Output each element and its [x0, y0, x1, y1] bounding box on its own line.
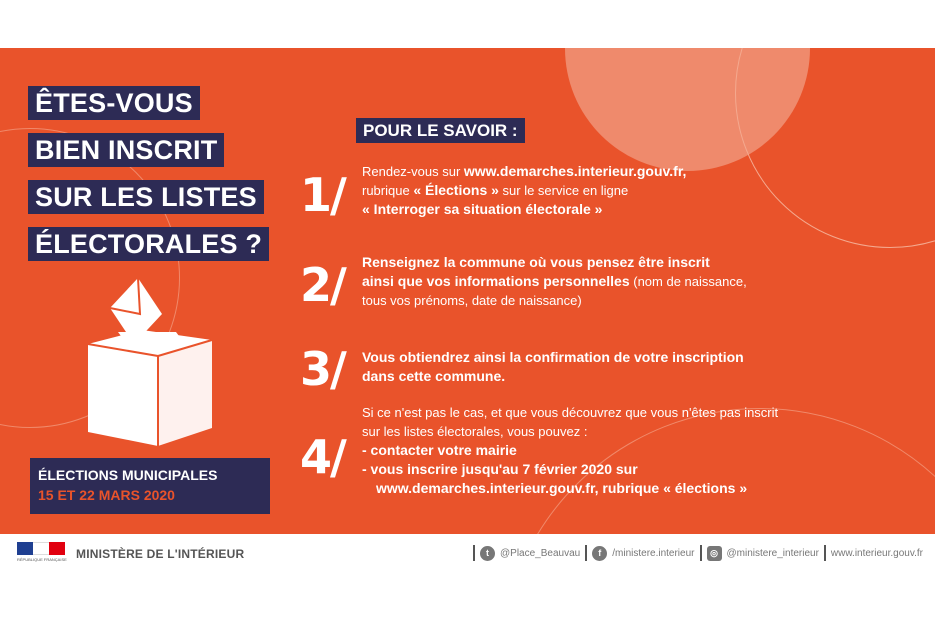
ministere-label: MINISTÈRE DE L'INTÉRIEUR — [76, 547, 245, 561]
website-link[interactable]: www.interieur.gouv.fr — [830, 547, 923, 559]
elections-box — [30, 458, 270, 514]
decorative-ring — [735, 48, 935, 248]
step-1-line2-bold: « Élections » — [413, 182, 499, 198]
step-number-1: 1/ — [300, 168, 345, 222]
step-4-text — [362, 403, 778, 498]
step-3-line2: dans cette commune. — [362, 368, 506, 384]
step-number-3: 3/ — [300, 342, 345, 396]
title-line-4: ÉLECTORALES ? — [28, 227, 269, 261]
step-3-text — [362, 348, 744, 386]
instagram-handle[interactable]: @ministere_interieur — [726, 547, 819, 559]
republique-francaise-text: RÉPUBLIQUE FRANÇAISE — [17, 557, 67, 562]
step-4-line1: Si ce n'est pas le cas, et que vous découvrez que vous n'êtes pas inscrit — [362, 405, 779, 420]
step-2-line2-post: (nom de naissance, — [629, 274, 747, 289]
title-line-1: ÊTES-VOUS — [28, 86, 200, 120]
step-2-line2-bold: ainsi que vos informations personnelles — [362, 273, 630, 289]
step-number-4: 4/ — [300, 430, 345, 484]
facebook-handle[interactable]: /ministere.interieur — [612, 547, 695, 559]
footer — [0, 534, 935, 574]
step-3-line1: Vous obtiendrez ainsi la confirmation de votre inscription — [362, 349, 744, 365]
facebook-icon[interactable]: f — [592, 546, 607, 561]
french-flag-icon — [17, 542, 65, 555]
step-1-line1-pre: Rendez-vous sur — [362, 164, 464, 179]
step-1-link: www.demarches.interieur.gouv.fr, — [463, 163, 687, 179]
step-4-line5: www.demarches.interieur.gouv.fr, rubrique « élections » — [376, 480, 748, 496]
elections-date: 15 ET 22 MARS 2020 — [38, 487, 175, 503]
separator — [700, 545, 702, 561]
twitter-icon[interactable]: t — [480, 546, 495, 561]
elections-title: ÉLECTIONS MUNICIPALES — [38, 467, 218, 483]
step-1-line2-pre: rubrique — [362, 183, 414, 198]
step-2-line1: Renseignez la commune où vous pensez être inscrit — [362, 254, 710, 270]
social-links — [473, 545, 923, 561]
ballot-box-icon — [80, 270, 230, 450]
title-line-3: SUR LES LISTES — [28, 180, 264, 214]
title-line-2: BIEN INSCRIT — [28, 133, 224, 167]
separator — [824, 545, 826, 561]
pour-le-savoir-label: POUR LE SAVOIR : — [356, 118, 525, 143]
step-4-line3: - contacter votre mairie — [362, 442, 517, 458]
step-4-line4: - vous inscrire jusqu'au 7 février 2020 sur — [362, 461, 638, 477]
step-2-line3: tous vos prénoms, date de naissance) — [362, 293, 582, 308]
separator — [585, 545, 587, 561]
twitter-handle[interactable]: @Place_Beauvau — [500, 547, 581, 559]
info-poster — [0, 48, 935, 534]
step-2-text — [362, 253, 747, 310]
separator — [473, 545, 475, 561]
step-number-2: 2/ — [300, 258, 345, 312]
step-4-line2: sur les listes électorales, vous pouvez : — [362, 424, 588, 439]
step-1-line3: « Interroger sa situation électorale » — [362, 201, 603, 217]
instagram-icon[interactable]: ◎ — [707, 546, 722, 561]
step-1-line2-post: sur le service en ligne — [498, 183, 629, 198]
step-1-text — [362, 162, 686, 219]
